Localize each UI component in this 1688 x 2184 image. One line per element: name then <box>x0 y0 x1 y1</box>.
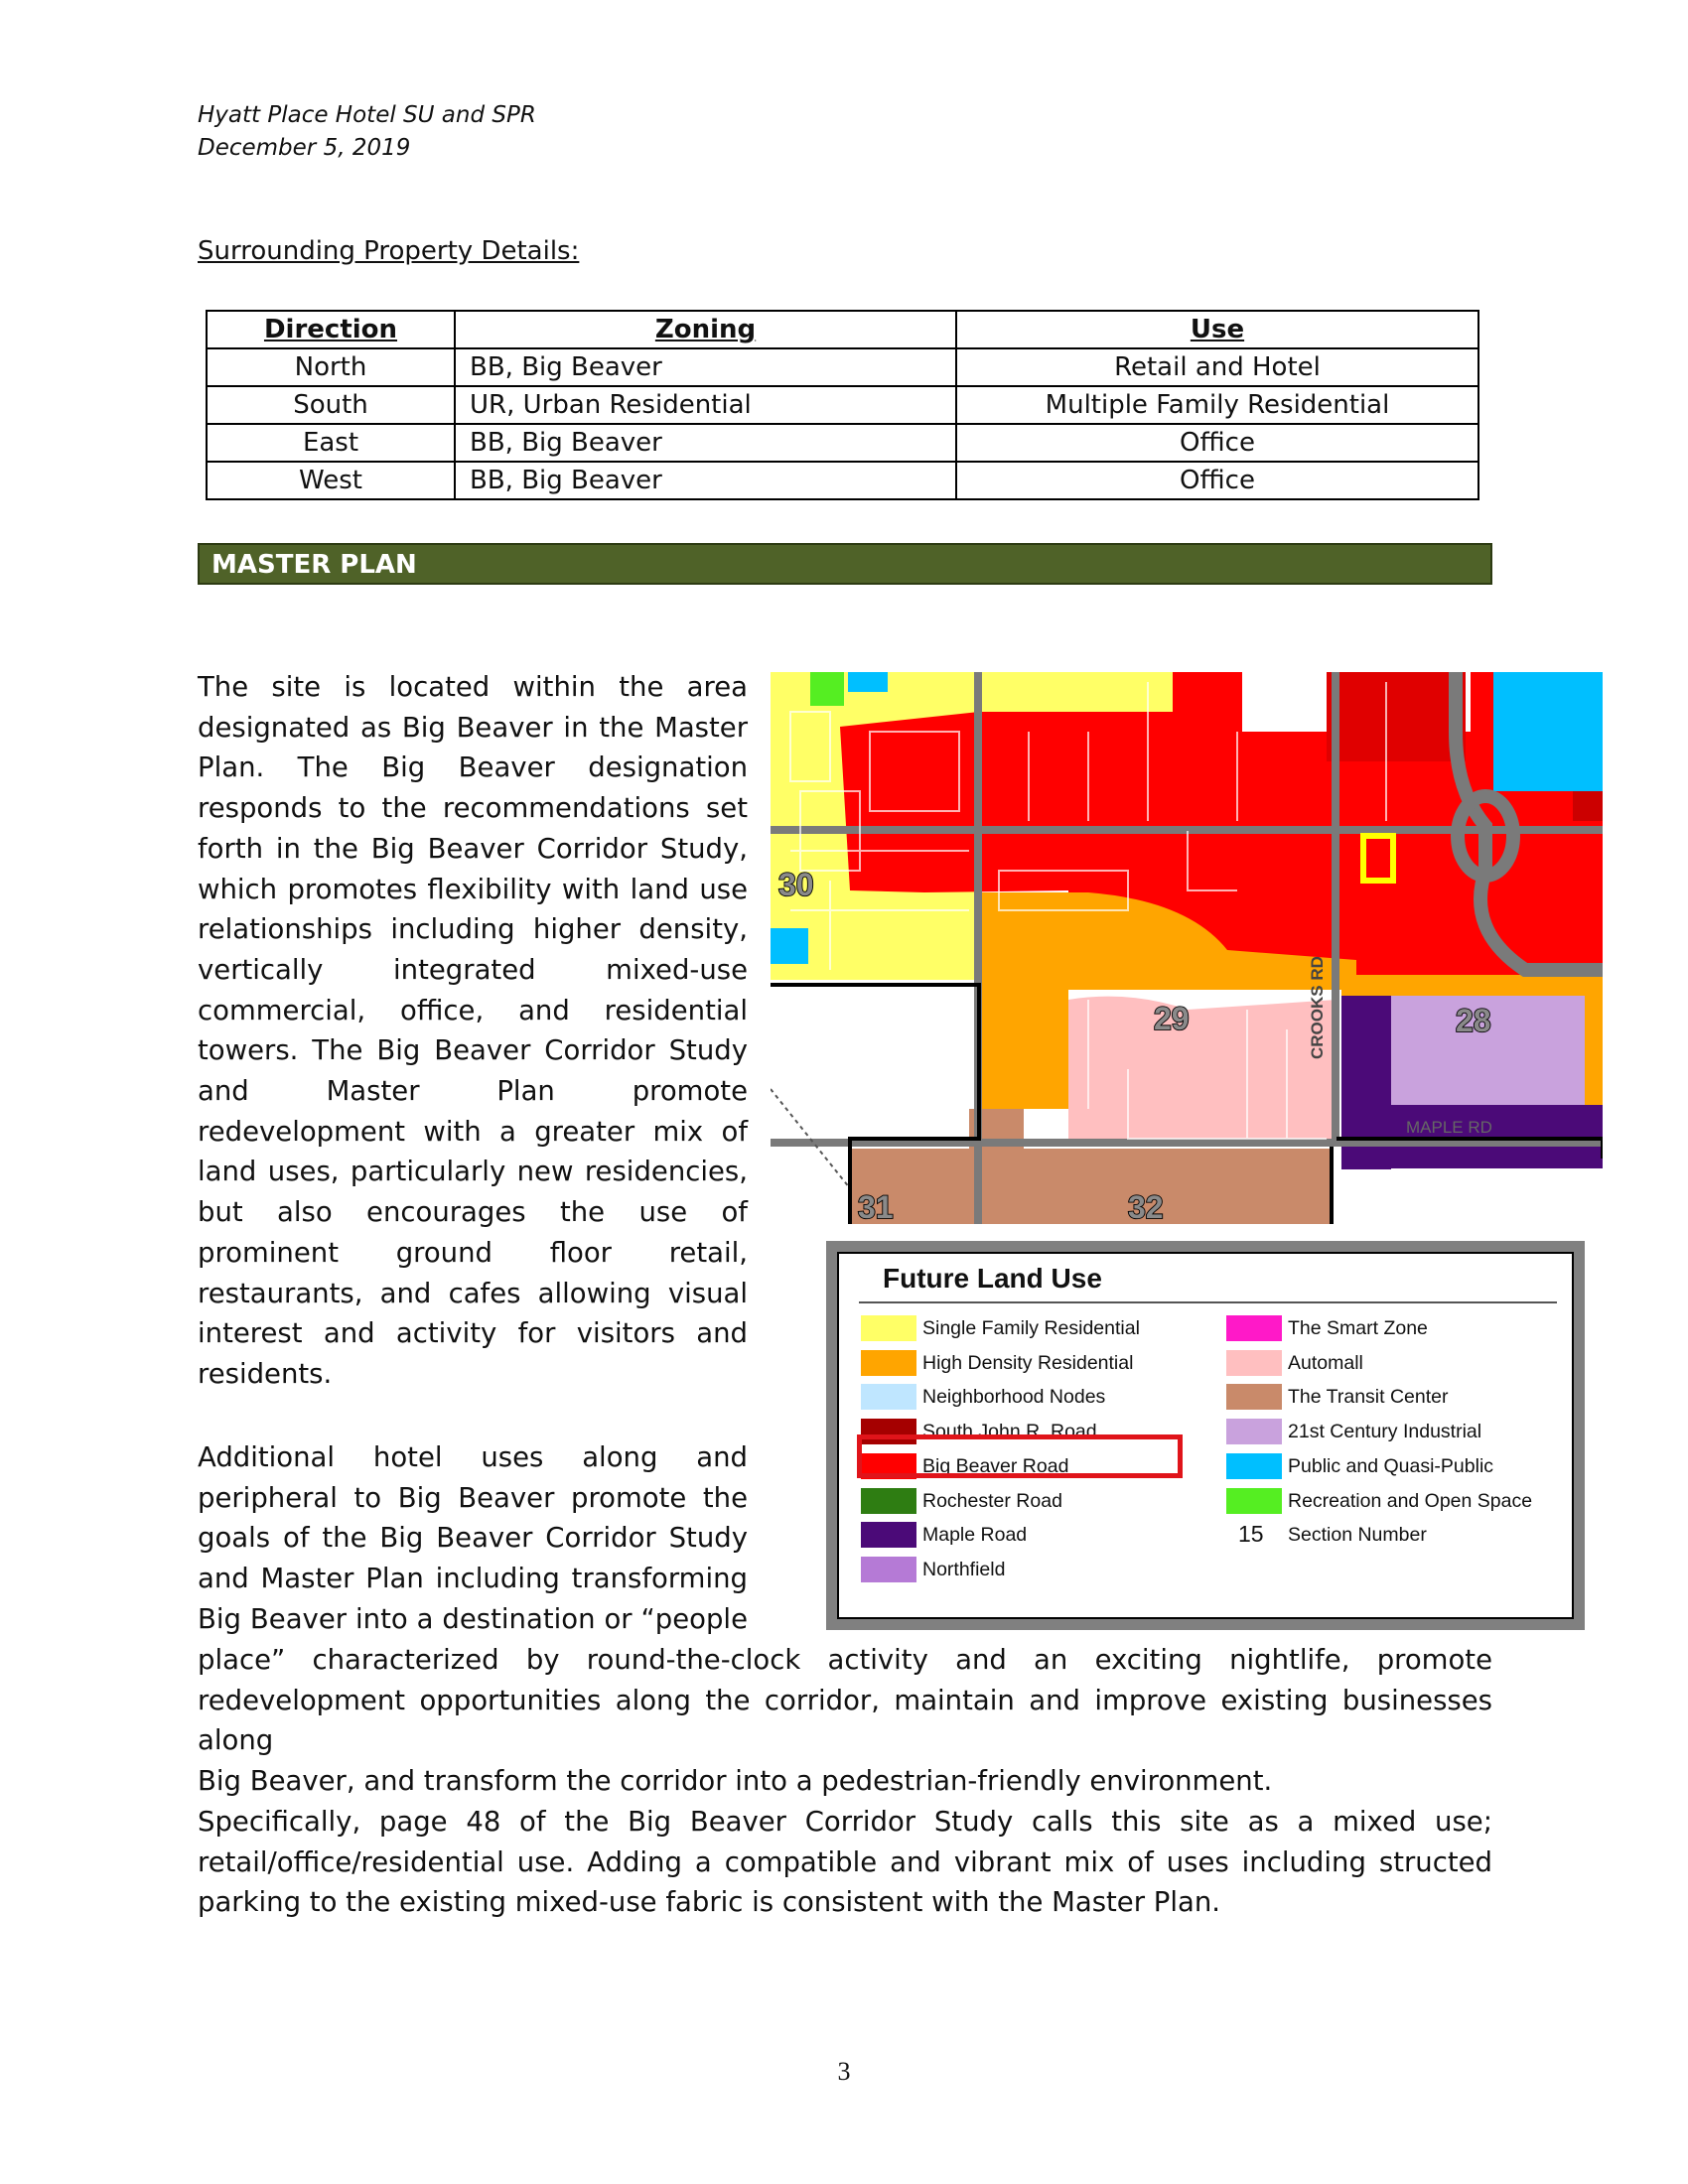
legend-swatch <box>861 1350 916 1376</box>
cell-use: Office <box>956 462 1478 499</box>
section-label: 28 <box>1456 1003 1491 1038</box>
paragraph-line: retail/office/residential use. Adding a compatible and vibrant mix of uses including structed <box>198 1845 1492 1878</box>
table-row <box>207 348 1478 386</box>
section-label: 31 <box>858 1189 894 1224</box>
legend-swatch <box>1226 1350 1282 1376</box>
road-label-crooks: CROOKS RD <box>1308 956 1327 1059</box>
legend-label: Public and Quasi-Public <box>1288 1455 1494 1477</box>
legend-label: The Transit Center <box>1288 1386 1449 1408</box>
paragraph-line: and Master Plan including transforming <box>198 1563 748 1595</box>
section-label: 30 <box>778 867 814 902</box>
high-density-parcel-east <box>1585 996 1603 1105</box>
master-plan-paragraph-2-narrow <box>198 1437 748 1640</box>
road-label-maple: MAPLE RD <box>1406 1118 1492 1137</box>
legend-label: Neighborhood Nodes <box>922 1386 1106 1408</box>
cell-zoning: BB, Big Beaver <box>455 348 956 386</box>
legend-swatch <box>1226 1315 1282 1341</box>
legend-label: High Density Residential <box>922 1352 1134 1374</box>
legend-label: Rochester Road <box>922 1490 1062 1512</box>
paragraph-line: responds to the recommendations set <box>198 792 748 825</box>
section-label: 29 <box>1154 1001 1190 1036</box>
legend-swatch <box>861 1315 916 1341</box>
page-number: 3 <box>837 2057 851 2086</box>
legend-swatch <box>861 1522 916 1548</box>
paragraph-line: designated as Big Beaver in the Master <box>198 711 748 744</box>
automall-area <box>1068 997 1336 1139</box>
paragraph-line: Plan. The Big Beaver designation <box>198 751 748 784</box>
legend-label: Northfield <box>922 1559 1006 1580</box>
cell-zoning: BB, Big Beaver <box>455 462 956 499</box>
recreation-parcel <box>810 672 844 706</box>
legend-label: Single Family Residential <box>922 1317 1140 1339</box>
surrounding-heading: Surrounding Property Details: <box>198 236 580 266</box>
cell-use: Multiple Family Residential <box>956 386 1478 424</box>
table-row <box>207 424 1478 462</box>
document-date: December 5, 2019 <box>198 135 411 161</box>
cell-direction: West <box>207 462 455 499</box>
paragraph-line: forth in the Big Beaver Corridor Study, <box>198 832 748 865</box>
master-plan-section-bar <box>198 543 1492 585</box>
paragraph-line: commercial, office, and residential <box>198 994 748 1026</box>
legend-label: South John R. Road <box>922 1421 1097 1442</box>
paragraph-line: parking to the existing mixed-use fabric is consistent with the Master Plan. <box>198 1886 1221 1919</box>
cell-zoning: UR, Urban Residential <box>455 386 956 424</box>
cell-direction: North <box>207 348 455 386</box>
paragraph-line: Big Beaver into a destination or “people <box>198 1602 748 1635</box>
legend-panel <box>837 1252 1574 1619</box>
paragraph-line: residents. <box>198 1357 333 1390</box>
crooks-road-line <box>1332 672 1339 1139</box>
legend-swatch <box>861 1488 916 1514</box>
column-header-direction: Direction <box>207 311 455 348</box>
cell-zoning: BB, Big Beaver <box>455 424 956 462</box>
column-header-zoning: Zoning <box>455 311 956 348</box>
table-header-row <box>207 311 1478 348</box>
table-row <box>207 386 1478 424</box>
public-parcel-west <box>771 928 808 964</box>
public-parcel-north <box>848 672 888 692</box>
big-beaver-road-parcel-north <box>1327 672 1466 761</box>
future-land-use-map <box>771 672 1603 1224</box>
section-label: 32 <box>1128 1189 1164 1224</box>
paragraph-line: The site is located within the area <box>198 671 748 703</box>
legend-swatch <box>1226 1453 1282 1479</box>
paragraph-line: place” characterized by round-the-clock activity and an exciting nightlife, promote <box>198 1644 1492 1676</box>
column-header-use: Use <box>956 311 1478 348</box>
cell-direction: South <box>207 386 455 424</box>
legend-label: Section Number <box>1288 1524 1427 1546</box>
paragraph-line: relationships including higher density, <box>198 913 748 946</box>
paragraph-line: but also encourages the use of <box>198 1196 748 1229</box>
legend-label: 21st Century Industrial <box>1288 1421 1482 1442</box>
paragraph-line: land uses, particularly new residencies, <box>198 1156 748 1188</box>
big-beaver-highlight-box <box>857 1434 1183 1478</box>
paragraph-line: interest and activity for visitors and <box>198 1317 748 1350</box>
legend-label: Recreation and Open Space <box>1288 1490 1533 1512</box>
paragraph-line: which promotes flexibility with land use <box>198 873 748 905</box>
legend-swatch <box>861 1384 916 1410</box>
legend-label: The Smart Zone <box>1288 1317 1428 1339</box>
paragraph-line: prominent ground floor retail, <box>198 1236 748 1269</box>
legend-label: Big Beaver Road <box>922 1455 1069 1477</box>
legend-label: Maple Road <box>922 1524 1028 1546</box>
cell-use: Office <box>956 424 1478 462</box>
industrial-area <box>1391 996 1603 1105</box>
paragraph-line: peripheral to Big Beaver promote the <box>198 1481 748 1514</box>
document-header <box>198 99 536 165</box>
master-plan-paragraph-1 <box>198 667 748 1395</box>
paragraph-line: restaurants, and cafes allowing visual <box>198 1277 748 1309</box>
cell-use: Retail and Hotel <box>956 348 1478 386</box>
table-row <box>207 462 1478 499</box>
surrounding-table <box>206 310 1479 500</box>
legend-label: Automall <box>1288 1352 1363 1374</box>
document-title: Hyatt Place Hotel SU and SPR <box>198 102 536 128</box>
paragraph-line: redevelopment opportunities along the corridor, maintain and improve existing businesses along <box>198 1684 1492 1757</box>
paragraph-line: Additional hotel uses along and <box>198 1441 748 1473</box>
paragraph-line: vertically integrated mixed-use <box>198 953 748 986</box>
legend-divider <box>859 1301 1557 1303</box>
paragraph-line: Specifically, page 48 of the Big Beaver Corridor Study calls this site as a mixed use; <box>198 1806 1492 1838</box>
paragraph-line: redevelopment with a greater mix of <box>198 1115 748 1148</box>
cell-direction: East <box>207 424 455 462</box>
legend-swatch <box>1226 1419 1282 1444</box>
master-plan-paragraph-2-wide <box>198 1640 1492 1802</box>
paragraph-line: towers. The Big Beaver Corridor Study <box>198 1034 748 1067</box>
paragraph-line: goals of the Big Beaver Corridor Study <box>198 1522 748 1555</box>
public-parcel-east <box>1493 672 1603 791</box>
master-plan-title: MASTER PLAN <box>211 550 417 580</box>
section-number-sample: 15 <box>1238 1521 1264 1547</box>
legend-title: Future Land Use <box>883 1263 1102 1294</box>
legend-swatch <box>861 1557 916 1582</box>
legend-swatch <box>1226 1488 1282 1514</box>
future-land-use-legend <box>826 1241 1585 1630</box>
paragraph-line: and Master Plan promote <box>198 1075 748 1108</box>
master-plan-paragraph-3 <box>198 1802 1492 1923</box>
paragraph-line: Big Beaver, and transform the corridor into a pedestrian-friendly environment. <box>198 1765 1273 1798</box>
legend-swatch <box>1226 1384 1282 1410</box>
